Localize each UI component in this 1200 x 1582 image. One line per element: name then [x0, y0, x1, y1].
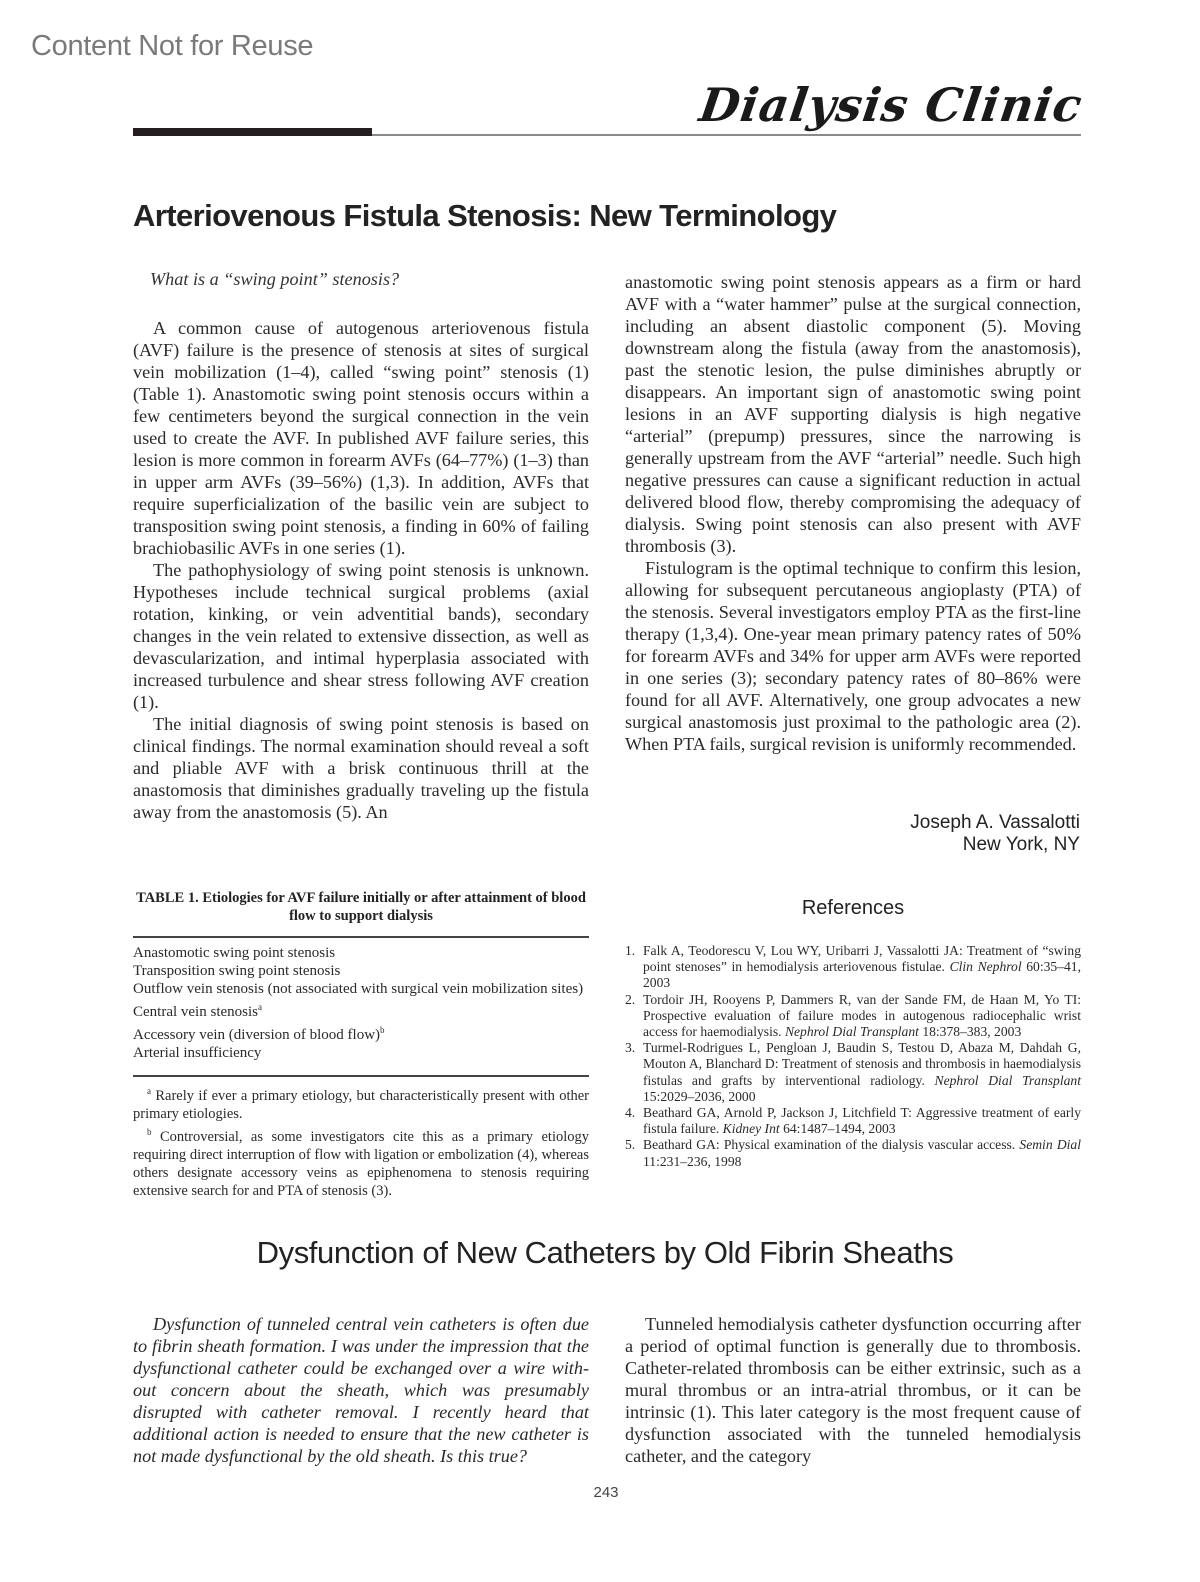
article-title: Arteriovenous Fistula Stenosis: New Terminology: [133, 198, 837, 233]
paragraph: A common cause of autogenous arteriovenous fistula (AVF) failure is the presence of stenosis at sites of surgical vein mobilization (1–4), called “swing point” stenosis (1) (Table 1). Anastomotic swing point stenosis occurs within a few centimeters beyond the surgical connection in the vein used to create the AVF. In published AVF failure series, this lesion is more common in forearm AVFs (64–77%) (1–3) than in upper arm AVFs (39–56%) (1,3). In addition, AVFs that require superficialization of the basilic vein are subject to transposition swing point stenosis, a finding in 60% of failing brachiobasilic AVFs in one series (1).: [133, 318, 589, 558]
table-footnote: $^b$ Controversial, as some investigators cite this as a primary etiology requiring direct interruption of flow with ligation or embolization (4), whereas others designate accessory veins as epiphenomena to stenosis requiring extensive search for and PTA of stenosis (3).: [133, 1126, 590, 1199]
table-footnote: $^a$ Rarely if ever a primary etiology, but characteristically present with other primary etiologies.: [133, 1086, 590, 1122]
table-row: Accessory vein (diversion of blood flow)$^b$: [133, 1025, 385, 1043]
reference-item: 2. Tordoir JH, Rooyens P, Dammers R, van der Sande FM, de Haan M, Yo TI: Prospective evaluation of failure modes in autogenous radiocephalic wrist access for haemodialysis. Nephrol Dial Transplant 18:378–383, 2003: [625, 991, 1081, 1040]
paragraph: Tunneled hemodialysis catheter dysfunction occurring after a period of optimal function is generally due to thrombosis. Catheter-related thrombosis can be either extrinsic, such as a mural thrombus or an intra-atrial thrombus, or it can be intrinsic (1). This later category is the most frequent cause of dysfunction associated with the tunneled hemodialysis catheter, and the category: [625, 1314, 1081, 1466]
author-signature: [910, 812, 1080, 856]
journal-section-title: Dialysis Clinic: [696, 78, 1086, 132]
article-title: Dysfunction of New Catheters by Old Fibrin Sheaths: [256, 1235, 954, 1270]
table-bottom-rule: [133, 1075, 589, 1077]
footnote-marker: b: [380, 1025, 385, 1035]
table-footnotes: [133, 1082, 589, 1200]
reference-item: 1. Falk A, Teodorescu V, Lou WY, Uribarri J, Vassalotti JA: Treatment of “swing point stenoses” in hemodialysis arteriovenous fistulae. Clin Nephrol 60:35–41, 2003: [625, 943, 1081, 991]
table-row: Arterial insufficiency: [133, 1045, 262, 1061]
reference-item: 5. Beathard GA: Physical examination of the dialysis vascular access. Semin Dial 11:231–236, 1998: [625, 1137, 1081, 1169]
table-caption: TABLE 1. Etiologies for AVF failure initially or after attainment of blood flow to support dialysis: [136, 890, 586, 924]
article-body-right-column: [625, 271, 1081, 755]
article-question: Dysfunction of tunneled central vein catheters is often due to fibrin sheath formation. I was under the impression that the dysfunctional catheter could be exchanged over a wire with-out concern about the sheath, which was presumably disrupted with catheter removal. I recently heard that additional action is needed to ensure that the new catheter is not made dysfunctional by the old sheath. Is this true?: [133, 1314, 589, 1466]
table-top-rule: [133, 936, 589, 938]
paragraph: anastomotic swing point stenosis appears as a firm or hard AVF with a “water hammer” pulse at the surgical connection, including an absent diastolic component (5). Moving downstream along the fistula (away from the anastomosis), past the stenotic lesion, the pulse diminishes abruptly or disappears. An important sign of anastomotic swing point lesions in an AVF supporting dialysis is high negative “arterial” (prepump) pressures, since the narrowing is generally upstream from the AVF “arterial” needle. Such high negative pressures can cause a significant reduction in actual delivered blood flow, thereby compromising the adequacy of dialysis. Swing point stenosis can also present with AVF thrombosis (3).: [625, 272, 1081, 556]
article-body-right-column: [625, 1313, 1081, 1467]
table-row: Anastomotic swing point stenosis: [133, 945, 336, 961]
article-body-left-column: [133, 317, 589, 823]
reference-item: 4. Beathard GA, Arnold P, Jackson J, Litchfield T: Aggressive treatment of early fistula failure. Kidney Int 64:1487–1494, 2003: [625, 1105, 1081, 1137]
author-location: New York, NY: [962, 834, 1080, 855]
table-row: Central vein stenosis$^a$: [133, 1002, 262, 1020]
paragraph: The initial diagnosis of swing point stenosis is based on clinical findings. The normal examination should reveal a soft and pliable AVF with a brisk continuous thrill at the anastomosis that diminishes gradually traveling up the fistula away from the anastomosis (5). An: [133, 714, 589, 822]
references-list: [625, 943, 1081, 1170]
table-row: Transposition swing point stenosis: [133, 963, 341, 979]
watermark: Content Not for Reuse: [31, 30, 314, 62]
reference-item: 3. Turmel-Rodrigues L, Pengloan J, Baudin S, Testou D, Abaza M, Dahdah G, Mouton A, Blanchard D: Treatment of stenosis and thrombosis in haemodialysis fistulas and grafts by interventional radiology. Nephrol Dial Transplant 15:2029–2036, 2000: [625, 1040, 1082, 1104]
article-question: What is a “swing point” stenosis?: [150, 269, 400, 289]
paragraph: Fistulogram is the optimal technique to confirm this lesion, allowing for subsequent percutaneous angioplasty (PTA) of the stenosis. Several investigators employ PTA as the first-line therapy (1,3,4). One-year mean primary patency rates of 50% for forearm AVFs and 34% for upper arm AVFs were reported in one series (3); secondary patency rates of 80–86% were found for all AVF. Alternatively, one group advocates a new surgical anastomosis just proximal to the pathologic area (2). When PTA fails, surgical revision is uniformly recommended.: [625, 558, 1081, 754]
footnote-marker: a: [257, 1002, 262, 1012]
table-row: Outflow vein stenosis (not associated with surgical vein mobilization sites): [133, 981, 584, 997]
paragraph: The pathophysiology of swing point stenosis is unknown. Hypotheses include technical surgical problems (axial rotation, kinking, or vein adventitial bands), secondary changes in the vein related to extensive dissection, as well as devascularization, and intimal hyperplasia associated with increased turbulence and shear stress following AVF creation (1).: [133, 560, 589, 712]
author-name: Joseph A. Vassalotti: [910, 812, 1080, 833]
references-heading: References: [801, 897, 905, 919]
page-number: 243: [593, 1484, 619, 1501]
table-body: [133, 944, 589, 1062]
masthead-rule-thick: [133, 128, 372, 136]
